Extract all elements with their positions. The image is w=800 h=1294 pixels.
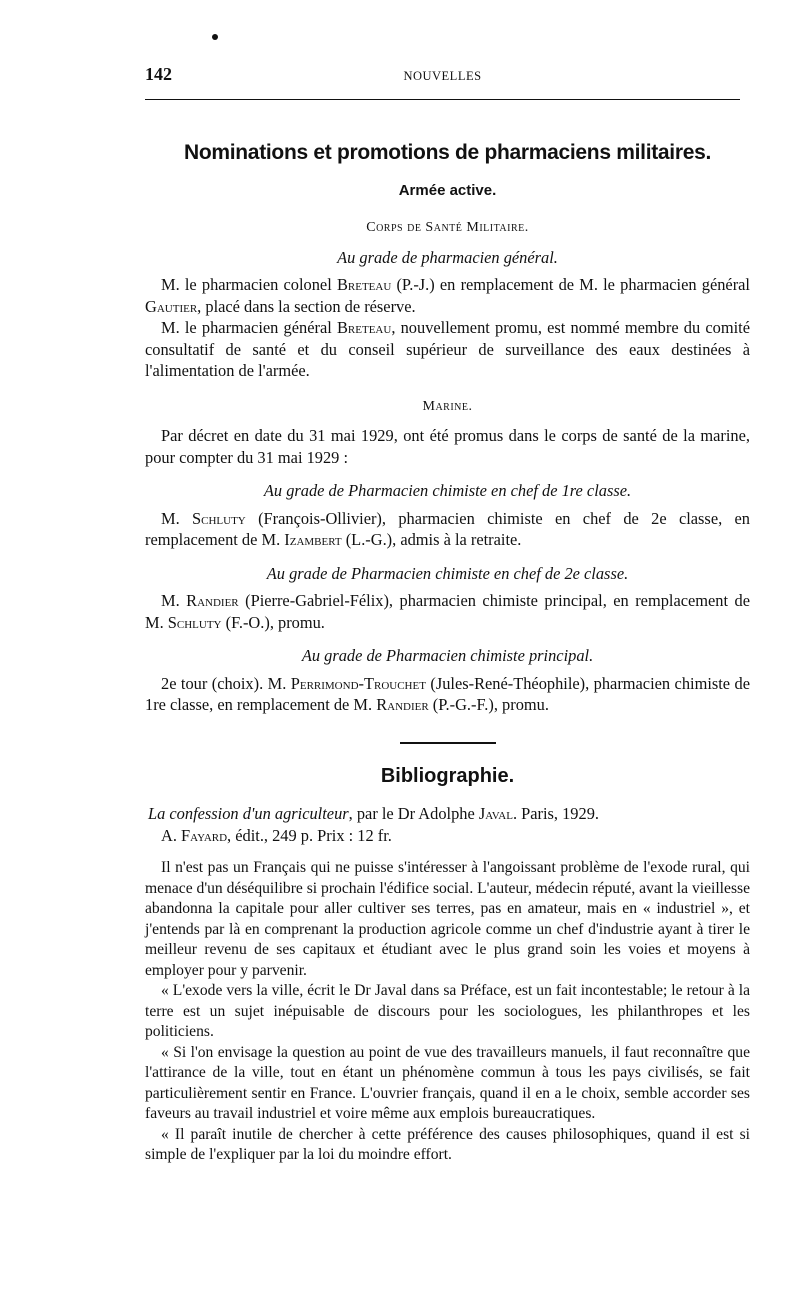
person-name: Randier bbox=[186, 591, 239, 610]
author-name: Javal bbox=[478, 804, 513, 823]
marine-intro: Par décret en date du 31 mai 1929, ont été promus dans le corps de santé de la marine, pour compter du 31 mai 1929 : bbox=[145, 426, 750, 467]
corps-heading: Corps de Santé Militaire. bbox=[366, 220, 529, 235]
person-name: Randier bbox=[376, 695, 429, 714]
marine-heading: Marine. bbox=[422, 398, 473, 414]
grade-heading-chef-1: Au grade de Pharmacien chimiste en chef de 1re classe. bbox=[263, 481, 632, 500]
grade-heading-principal: Au grade de Pharmacien chimiste principal. bbox=[301, 646, 594, 665]
review-paragraph: « Si l'on envisage la question au point de vue des travailleurs manuels, il faut reconnaître que l'attirance de la ville, tout en étant un phénomène commun à tous les pays civilisés, se fait particulièrement sentir en France. L'ouvrier français, quand il en a le choix, semble accorder ses faveurs au travail industriel et voire même aux emplois bureaucratiques. bbox=[145, 1043, 750, 1122]
review-paragraph: Il n'est pas un Français qui ne puisse s'intéresser à l'angoissant problème de l'exode rural, qui menace d'un déséquilibre si prochain l'édifice social. L'auteur, médecin réputé, avant la vieillesse abandonna la capitale pour aller cultiver ses terres, pas en amateur, mais en « industriel », et j'entends par là en comprenant la production agricole comme un chef d'industrie ayant à tirer le meilleur revenu de ses capitaux et étudiant avec le plus grand soin les voies et moyens à employer pour y parvenir. bbox=[145, 859, 750, 979]
person-name: Breteau bbox=[336, 318, 392, 337]
person-name: Breteau bbox=[336, 275, 392, 294]
review-paragraph: « L'exode vers la ville, écrit le Dr Javal dans sa Préface, est un fait incontestable; le retour à la terre est un sujet inépuisable de discours pour les sociologues, les philanthropes et les politiciens. bbox=[145, 982, 750, 1040]
armee-active-heading: Armée active. bbox=[398, 181, 497, 199]
nominations-title: Nominations et promotions de pharmaciens militaires. bbox=[183, 141, 712, 164]
paragraph-breteau: M. le pharmacien colonel Breteau (P.-J.) en remplacement de M. le pharmacien général Gautier, placé dans la section de réserve. bbox=[145, 275, 750, 316]
review-text bbox=[145, 858, 750, 1166]
grade-heading-chef-2: Au grade de Pharmacien chimiste en chef de 2e classe. bbox=[266, 563, 629, 583]
person-name: Schluty bbox=[167, 612, 222, 632]
publisher-name: Fayard bbox=[181, 825, 228, 845]
grade-heading-general: Au grade de pharmacien général. bbox=[337, 247, 558, 267]
running-title: NOUVELLES bbox=[403, 69, 482, 83]
paragraph-schluty: M. Schluty (François-Ollivier), pharmacien chimiste en chef de 2e classe, en remplacement de M. Izambert (L.-G.), admis à la retraite. bbox=[145, 508, 750, 549]
bibliography-entry: La confession d'un agriculteur, par le Dr Adolphe Javal. Paris, 1929. A. Fayard, édit., 249 p. Prix : 12 fr. bbox=[148, 804, 599, 845]
text-column bbox=[145, 136, 750, 1166]
person-name: Gautier bbox=[145, 296, 198, 316]
paragraph-breteau-nomination: M. le pharmacien général Breteau, nouvellement promu, est nommé membre du comité consultatif de santé et du conseil supérieur de surveillance des eaux destinées à l'alimentation de l'armée. bbox=[145, 318, 750, 380]
header-rule bbox=[145, 99, 740, 100]
running-header bbox=[145, 64, 740, 88]
person-name: Schluty bbox=[192, 508, 246, 528]
person-name: Izambert bbox=[284, 530, 342, 549]
book-title: La confession d'un agriculteur bbox=[148, 804, 349, 823]
ink-dot bbox=[212, 34, 218, 40]
paragraph-perrimond: 2e tour (choix). M. Perrimond-Trouchet (Jules-René-Théophile), pharmacien chimiste de 1re classe, en remplacement de M. Randier (P.-G.-F.), promu. bbox=[145, 673, 750, 714]
page-number: 142 bbox=[145, 64, 172, 84]
person-name: Perrimond-Trouchet bbox=[290, 673, 426, 693]
paragraph-randier: M. Randier (Pierre-Gabriel-Félix), pharmacien chimiste principal, en remplacement de M. Schluty (F.-O.), promu. bbox=[145, 591, 750, 632]
bibliographie-title: Bibliographie. bbox=[380, 764, 515, 787]
section-divider bbox=[400, 742, 496, 744]
review-paragraph: « Il paraît inutile de chercher à cette préférence des causes philosophiques, quand il est si simple de l'expliquer par la loi du moindre effort. bbox=[145, 1125, 750, 1163]
